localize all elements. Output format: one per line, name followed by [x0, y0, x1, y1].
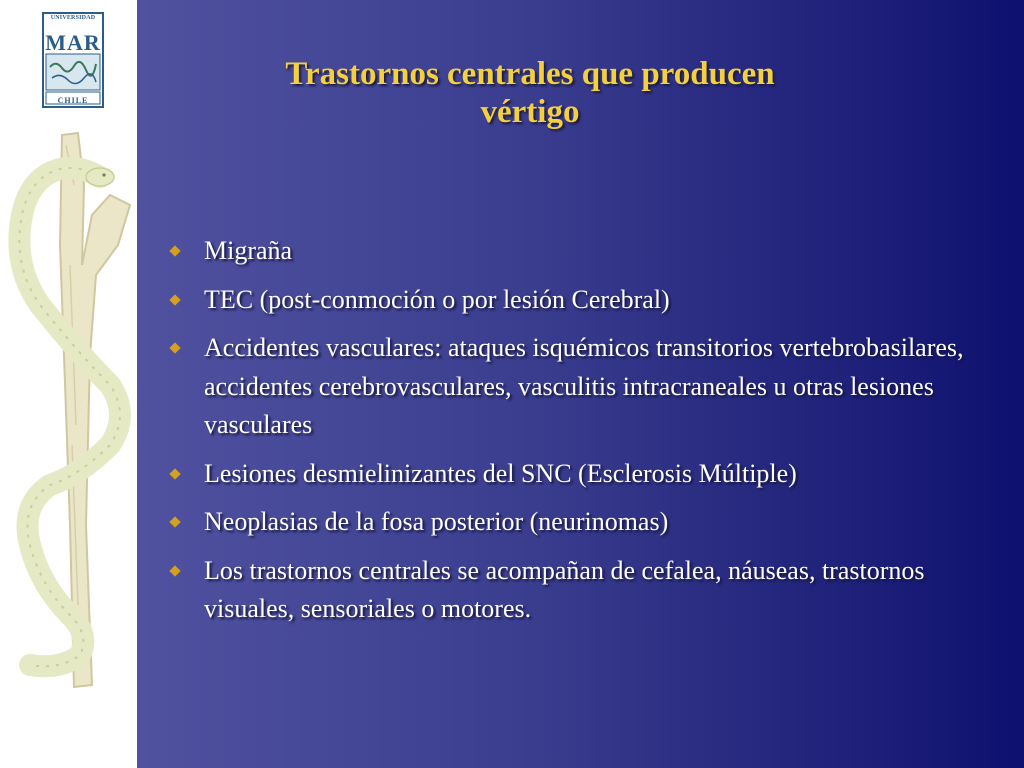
logo-frame-icon — [42, 12, 104, 108]
diamond-bullet-icon — [169, 468, 180, 479]
diamond-bullet-icon — [169, 516, 180, 527]
left-sidebar — [0, 0, 137, 768]
rod-of-asclepius-icon — [0, 125, 137, 695]
bullet-text: Neoplasias de la fosa posterior (neurinomas) — [204, 507, 669, 536]
slide-title — [200, 55, 860, 131]
diamond-bullet-icon — [169, 342, 180, 353]
title-line-1: Trastornos centrales que producen — [285, 56, 775, 92]
bullet-text: TEC (post-conmoción o por lesión Cerebral) — [204, 284, 670, 314]
diamond-bullet-icon — [169, 565, 180, 576]
diamond-bullet-icon — [169, 245, 180, 256]
university-logo — [42, 12, 104, 108]
list-item — [167, 329, 997, 445]
list-item — [167, 503, 997, 542]
logo-top-text: UNIVERSIDAD — [50, 15, 96, 21]
bullet-text: Accidentes vasculares: ataques isquémicos transitorios vertebrobasilares, accidentes cerebrovasculares, vasculitis intracraneales u otras lesiones vasculares — [204, 333, 964, 439]
bullet-text: Lesiones desmielinizantes del SNC (Esclerosis Múltiple) — [204, 458, 797, 488]
logo-name-text: MAR — [45, 30, 101, 55]
bullet-list — [167, 232, 997, 639]
list-item — [167, 455, 997, 494]
diamond-bullet-icon — [169, 294, 180, 305]
logo-bottom-text: CHILE — [57, 96, 89, 105]
list-item — [167, 552, 997, 629]
title-line-2: vértigo — [480, 94, 580, 130]
list-item — [167, 232, 997, 271]
bullet-text: Migraña — [204, 236, 293, 265]
list-item — [167, 281, 997, 320]
bullet-text: Los trastornos centrales se acompañan de cefalea, náuseas, trastornos visuales, sensoriales o motores. — [204, 555, 925, 623]
